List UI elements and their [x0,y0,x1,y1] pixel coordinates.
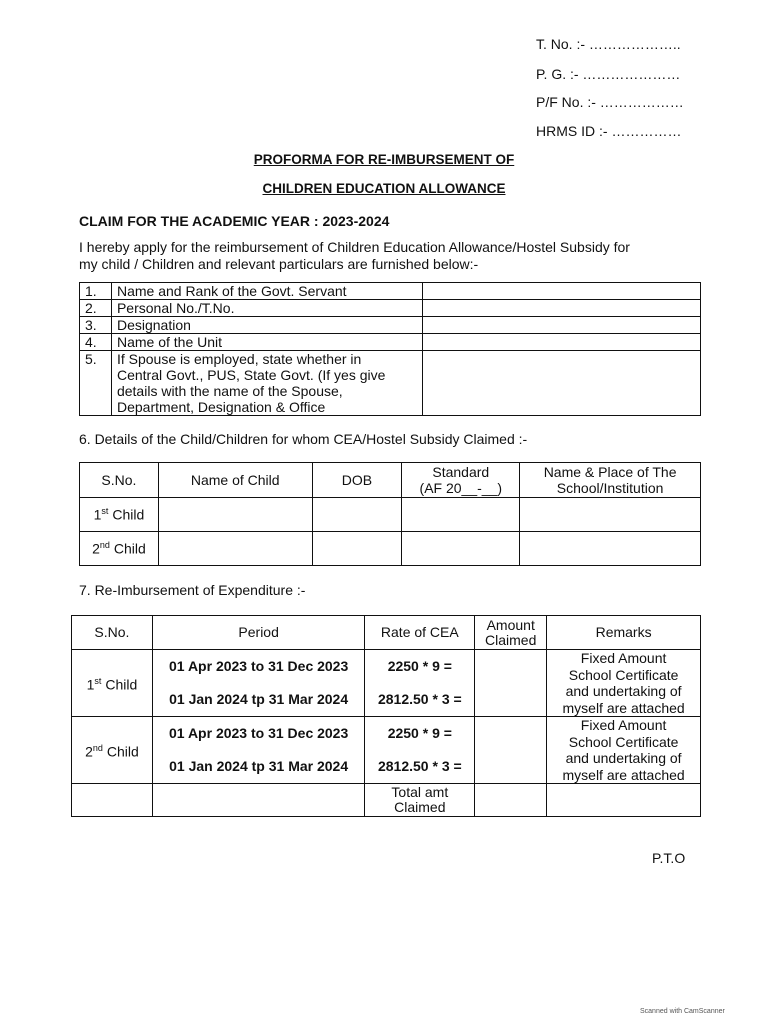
rate-cell: 2812.50 * 3 = [365,750,475,784]
row-value[interactable] [422,300,700,317]
standard-line-1: Standard [432,464,490,480]
table-row [72,717,701,751]
rate-cell: 2250 * 9 = [365,717,475,751]
expenditure-table [71,615,701,817]
row-label: Personal No./T.No. [111,300,422,317]
total-row [72,784,701,817]
row-value[interactable] [422,351,700,416]
row-label: Designation [111,317,422,334]
col-sno: S.No. [72,616,153,650]
col-rate: Rate of CEA [365,616,475,650]
child-name-cell[interactable] [158,498,312,532]
child-dob-cell[interactable] [312,498,402,532]
particulars-row [80,317,701,334]
row-label [111,351,422,416]
row-number: 4. [80,334,112,351]
remarks-line: myself are attached [562,699,685,716]
period-cell: 01 Jan 2024 tp 31 Mar 2024 [152,683,365,717]
title-line-2: CHILDREN EDUCATION ALLOWANCE [262,181,506,196]
child-sno: 2nd Child [80,532,159,566]
total-line-2: Claimed [394,799,446,815]
label-line: Central Govt., PUS, State Govt. (If yes give [116,367,386,383]
pf-no-field: P/F No. :- ……………… [536,94,684,110]
particulars-table [79,282,701,416]
particulars-row [80,300,701,317]
expenditure-sno: 2nd Child [72,717,153,784]
total-remarks-cell [547,784,701,817]
rate-cell: 2812.50 * 3 = [365,683,475,717]
total-amount-cell[interactable] [475,784,547,817]
children-header-row [80,463,701,498]
particulars-row [80,334,701,351]
expenditure-header-row [72,616,701,650]
expenditure-heading: 7. Re-Imbursement of Expenditure :- [79,582,306,598]
pto-label: P.T.O [652,850,686,866]
amount-line-1: Amount [486,616,535,633]
label-line: Department, Designation & Office [116,399,326,415]
school-line-2: School/Institution [556,480,664,496]
remarks-line: and undertaking of [565,683,682,699]
col-name-of-child: Name of Child [158,463,312,498]
period-cell: 01 Jan 2024 tp 31 Mar 2024 [152,750,365,784]
pg-field: P. G. :- ………………… [536,66,681,82]
child-school-cell[interactable] [520,498,701,532]
table-row [80,498,701,532]
particulars-row [80,283,701,300]
row-value[interactable] [422,317,700,334]
col-remarks: Remarks [547,616,701,650]
child-standard-cell[interactable] [402,532,520,566]
school-line-1: Name & Place of The [543,464,677,480]
table-row [72,650,701,684]
col-period: Period [152,616,365,650]
amount-cell[interactable] [475,717,547,784]
intro-line-1: I hereby apply for the reimbursement of Children Education Allowance/Hostel Subsidy for [79,239,630,255]
child-name-cell[interactable] [158,532,312,566]
row-number: 1. [80,283,112,300]
rate-cell: 2250 * 9 = [365,650,475,684]
row-number: 3. [80,317,112,334]
remarks-line: Fixed Amount [580,717,667,733]
col-dob: DOB [312,463,402,498]
row-number: 5. [80,351,112,416]
scanner-watermark: Scanned with CamScanner [640,1008,725,1015]
col-sno: S.No. [80,463,159,498]
row-number: 2. [80,300,112,317]
children-heading: 6. Details of the Child/Children for whom CEA/Hostel Subsidy Claimed :- [79,431,528,447]
remarks-line: Fixed Amount [580,650,667,666]
child-standard-cell[interactable] [402,498,520,532]
claim-heading: CLAIM FOR THE ACADEMIC YEAR : 2023-2024 [79,213,390,229]
particulars-row [80,351,701,416]
col-school [520,463,701,498]
total-empty-cell [152,784,365,817]
expenditure-sno: 1st Child [72,650,153,717]
t-no-field: T. No. :- ……………….. [536,36,681,52]
total-empty-cell [72,784,153,817]
remarks-line: School Certificate [568,733,679,750]
period-cell: 01 Apr 2023 to 31 Dec 2023 [152,717,365,751]
standard-line-2: (AF 20__-__) [419,480,503,496]
remarks-line: School Certificate [568,666,679,683]
child-school-cell[interactable] [520,532,701,566]
child-sno: 1st Child [80,498,159,532]
period-cell: 01 Apr 2023 to 31 Dec 2023 [152,650,365,684]
col-amount [475,616,547,650]
total-label [365,784,475,817]
row-label: Name and Rank of the Govt. Servant [111,283,422,300]
remarks-cell [547,717,701,784]
intro-line-2: my child / Children and relevant particulars are furnished below:- [79,256,479,272]
remarks-cell [547,650,701,717]
row-value[interactable] [422,334,700,351]
table-row [80,532,701,566]
label-line: If Spouse is employed, state whether in [116,351,362,367]
row-label: Name of the Unit [111,334,422,351]
hrms-id-field: HRMS ID :- …………… [536,123,682,139]
total-line-1: Total amt [391,784,449,800]
col-standard [402,463,520,498]
amount-line-2: Claimed [485,631,537,648]
children-table [79,462,701,566]
row-value[interactable] [422,283,700,300]
title-line-1: PROFORMA FOR RE-IMBURSEMENT OF [253,152,515,167]
label-line: details with the name of the Spouse, [116,383,343,399]
amount-cell[interactable] [475,650,547,717]
child-dob-cell[interactable] [312,532,402,566]
remarks-line: myself are attached [562,766,685,783]
remarks-line: and undertaking of [565,750,682,766]
